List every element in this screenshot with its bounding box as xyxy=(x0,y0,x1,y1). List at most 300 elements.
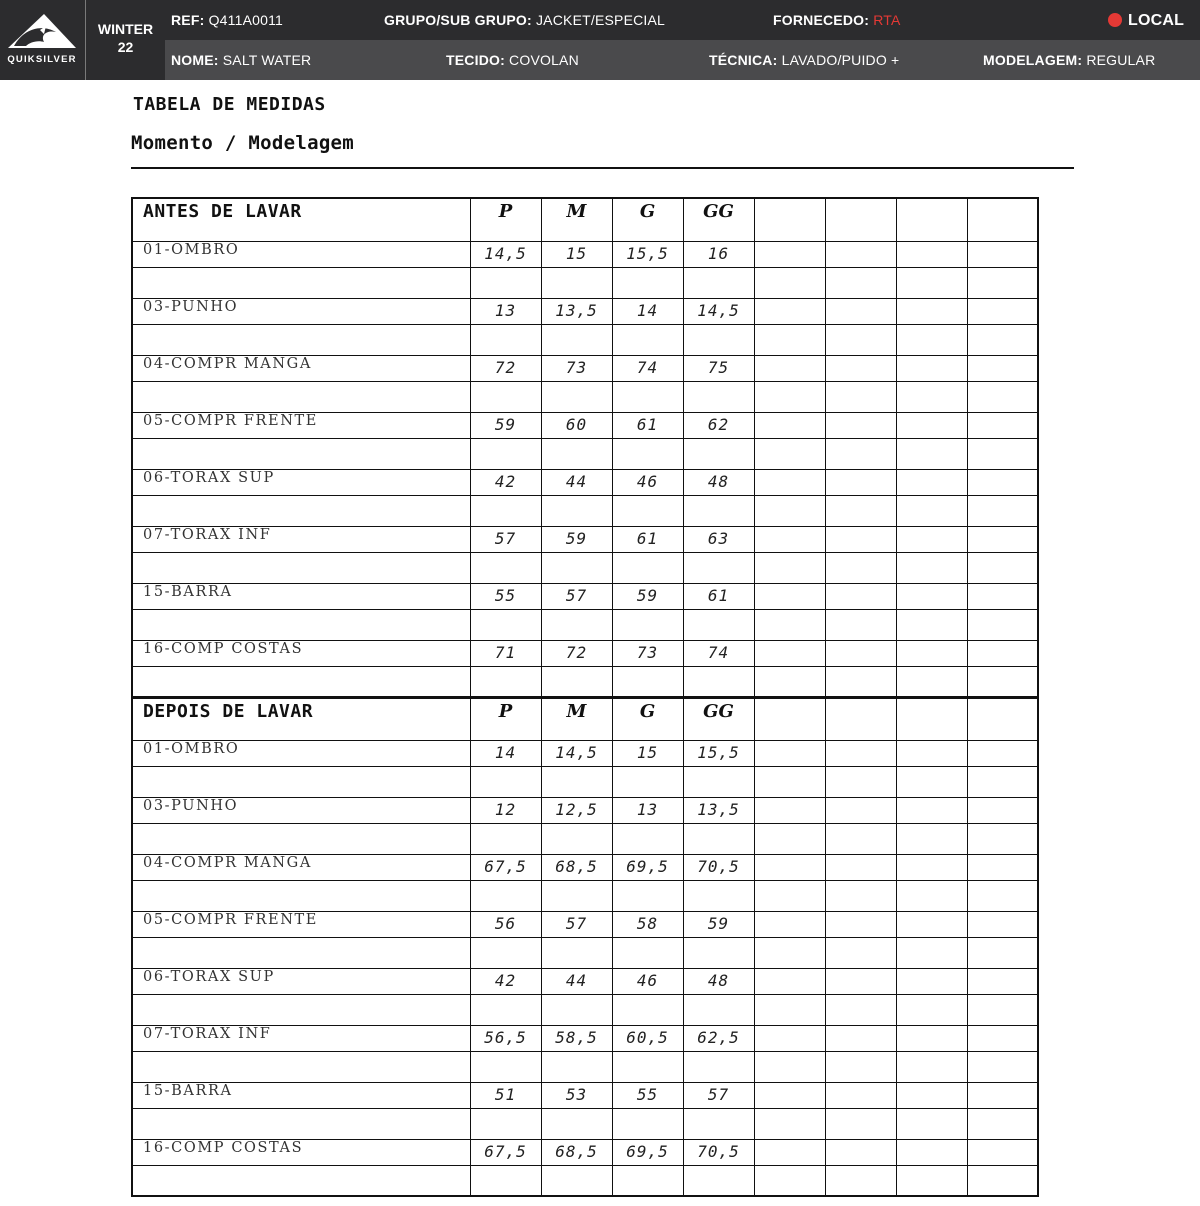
empty-cell xyxy=(967,911,1038,937)
brand-name: QUIKSILVER xyxy=(7,54,77,65)
modelagem-value: REGULAR xyxy=(1086,52,1156,68)
blank-row xyxy=(132,666,1038,697)
empty-cell xyxy=(612,552,683,583)
empty-cell xyxy=(896,1165,967,1196)
empty-cell xyxy=(470,823,541,854)
blank-row xyxy=(132,1165,1038,1196)
empty-cell xyxy=(754,241,825,267)
empty-cell xyxy=(470,267,541,298)
measurement-value: 42 xyxy=(470,469,541,495)
empty-cell xyxy=(754,198,825,241)
empty-cell xyxy=(896,766,967,797)
empty-cell xyxy=(896,797,967,823)
empty-cell xyxy=(683,1165,754,1196)
size-header: M xyxy=(541,697,612,740)
empty-cell xyxy=(754,968,825,994)
empty-cell xyxy=(470,880,541,911)
empty-cell xyxy=(967,666,1038,697)
empty-cell xyxy=(896,666,967,697)
size-header: GG xyxy=(683,697,754,740)
ref-label: REF: xyxy=(171,12,205,28)
measurement-value: 61 xyxy=(683,583,754,609)
measurement-value: 13,5 xyxy=(541,298,612,324)
empty-cell xyxy=(612,609,683,640)
measurement-label: 01-OMBRO xyxy=(132,740,470,766)
empty-cell xyxy=(896,823,967,854)
measurement-value: 71 xyxy=(470,640,541,666)
empty-cell xyxy=(967,968,1038,994)
tecido-field xyxy=(446,40,579,80)
measurement-value: 55 xyxy=(612,1082,683,1108)
empty-cell xyxy=(825,640,896,666)
measurement-label: 06-TORAX SUP xyxy=(132,469,470,495)
blank-row xyxy=(132,552,1038,583)
empty-label-cell xyxy=(132,324,470,355)
empty-cell xyxy=(754,880,825,911)
measurement-value: 69,5 xyxy=(612,1139,683,1165)
empty-cell xyxy=(683,666,754,697)
empty-label-cell xyxy=(132,994,470,1025)
measurement-value: 57 xyxy=(541,911,612,937)
empty-cell xyxy=(541,324,612,355)
header-row-1 xyxy=(165,0,1200,40)
empty-cell xyxy=(541,267,612,298)
empty-cell xyxy=(896,640,967,666)
fornecedo-label: FORNECEDO: xyxy=(773,12,870,28)
empty-cell xyxy=(896,552,967,583)
empty-cell xyxy=(896,495,967,526)
measurement-value: 59 xyxy=(612,583,683,609)
measurement-value: 59 xyxy=(541,526,612,552)
empty-cell xyxy=(896,526,967,552)
empty-cell xyxy=(825,267,896,298)
empty-cell xyxy=(470,937,541,968)
measurement-table xyxy=(131,197,1037,1197)
empty-label-cell xyxy=(132,438,470,469)
blank-row xyxy=(132,324,1038,355)
empty-label-cell xyxy=(132,880,470,911)
empty-cell xyxy=(825,609,896,640)
empty-cell xyxy=(754,994,825,1025)
empty-cell xyxy=(967,469,1038,495)
blank-row xyxy=(132,823,1038,854)
measurement-value: 15 xyxy=(541,241,612,267)
empty-cell xyxy=(825,469,896,495)
empty-cell xyxy=(896,968,967,994)
quiksilver-logo-icon xyxy=(0,0,85,80)
empty-cell xyxy=(967,495,1038,526)
nome-value: SALT WATER xyxy=(222,52,312,68)
measurement-value: 42 xyxy=(470,968,541,994)
empty-cell xyxy=(825,797,896,823)
empty-cell xyxy=(825,552,896,583)
empty-cell xyxy=(754,937,825,968)
empty-cell xyxy=(754,495,825,526)
page-subtitle: Momento / Modelagem xyxy=(131,132,355,154)
measurement-value: 62 xyxy=(683,412,754,438)
blank-row xyxy=(132,766,1038,797)
empty-cell xyxy=(825,968,896,994)
empty-cell xyxy=(754,1108,825,1139)
section-header-row xyxy=(132,198,1038,241)
empty-cell xyxy=(541,495,612,526)
empty-cell xyxy=(896,1108,967,1139)
measurement-value: 56 xyxy=(470,911,541,937)
empty-cell xyxy=(683,1051,754,1082)
empty-cell xyxy=(754,1025,825,1051)
empty-cell xyxy=(541,438,612,469)
empty-cell xyxy=(683,823,754,854)
ref-value: Q411A0011 xyxy=(208,12,284,28)
measurement-value: 13 xyxy=(470,298,541,324)
tecido-value: COVOLAN xyxy=(509,52,579,68)
empty-cell xyxy=(683,267,754,298)
measurement-value: 12 xyxy=(470,797,541,823)
empty-cell xyxy=(825,766,896,797)
table-row xyxy=(132,854,1038,880)
measurement-value: 46 xyxy=(612,469,683,495)
measurement-value: 68,5 xyxy=(541,1139,612,1165)
section-header-row xyxy=(132,697,1038,740)
empty-cell xyxy=(967,766,1038,797)
empty-cell xyxy=(825,666,896,697)
measurement-value: 14,5 xyxy=(683,298,754,324)
empty-cell xyxy=(541,994,612,1025)
measurement-value: 14 xyxy=(612,298,683,324)
empty-cell xyxy=(612,1108,683,1139)
empty-cell xyxy=(967,198,1038,241)
empty-label-cell xyxy=(132,1165,470,1196)
measurement-value: 53 xyxy=(541,1082,612,1108)
empty-cell xyxy=(825,438,896,469)
measurement-value: 14,5 xyxy=(470,241,541,267)
table-row xyxy=(132,298,1038,324)
empty-cell xyxy=(967,241,1038,267)
measurement-label: 16-COMP COSTAS xyxy=(132,1139,470,1165)
empty-cell xyxy=(541,880,612,911)
empty-cell xyxy=(825,823,896,854)
empty-cell xyxy=(612,438,683,469)
empty-cell xyxy=(896,994,967,1025)
empty-cell xyxy=(825,911,896,937)
empty-cell xyxy=(754,640,825,666)
empty-cell xyxy=(825,526,896,552)
measurement-value: 69,5 xyxy=(612,854,683,880)
measurement-value: 57 xyxy=(683,1082,754,1108)
measurement-value: 58,5 xyxy=(541,1025,612,1051)
empty-label-cell xyxy=(132,495,470,526)
empty-cell xyxy=(896,697,967,740)
measurement-value: 59 xyxy=(470,412,541,438)
measurement-value: 61 xyxy=(612,526,683,552)
empty-cell xyxy=(825,1025,896,1051)
empty-cell xyxy=(541,381,612,412)
page-title: TABELA DE MEDIDAS xyxy=(133,94,326,115)
empty-cell xyxy=(967,267,1038,298)
tecnica-value: LAVADO/PUIDO + xyxy=(781,52,900,68)
empty-cell xyxy=(612,267,683,298)
empty-cell xyxy=(470,1051,541,1082)
table-row xyxy=(132,1082,1038,1108)
measurement-value: 73 xyxy=(541,355,612,381)
ref-field xyxy=(171,0,283,40)
empty-cell xyxy=(896,241,967,267)
modelagem-field xyxy=(983,40,1155,80)
empty-label-cell xyxy=(132,609,470,640)
title-divider xyxy=(131,167,1074,169)
empty-cell xyxy=(470,438,541,469)
empty-label-cell xyxy=(132,267,470,298)
empty-cell xyxy=(612,324,683,355)
empty-cell xyxy=(683,324,754,355)
empty-cell xyxy=(896,412,967,438)
measurement-value: 62,5 xyxy=(683,1025,754,1051)
size-header: P xyxy=(470,697,541,740)
measurement-value: 14,5 xyxy=(541,740,612,766)
empty-cell xyxy=(754,609,825,640)
section-title: ANTES DE LAVAR xyxy=(132,198,470,241)
table-row xyxy=(132,355,1038,381)
empty-cell xyxy=(683,1108,754,1139)
measurement-label: 05-COMPR FRENTE xyxy=(132,412,470,438)
size-header: P xyxy=(470,198,541,241)
empty-cell xyxy=(896,1082,967,1108)
measurement-label: 07-TORAX INF xyxy=(132,526,470,552)
measurement-value: 72 xyxy=(470,355,541,381)
empty-cell xyxy=(470,1165,541,1196)
empty-cell xyxy=(896,740,967,766)
measurement-value: 13 xyxy=(612,797,683,823)
blank-row xyxy=(132,1108,1038,1139)
tecnica-label: TÉCNICA: xyxy=(709,52,778,68)
measurement-value: 60,5 xyxy=(612,1025,683,1051)
empty-cell xyxy=(612,994,683,1025)
measurement-label: 05-COMPR FRENTE xyxy=(132,911,470,937)
empty-cell xyxy=(754,552,825,583)
empty-cell xyxy=(541,666,612,697)
nome-label: NOME: xyxy=(171,52,219,68)
table-row xyxy=(132,583,1038,609)
empty-cell xyxy=(541,823,612,854)
empty-cell xyxy=(967,526,1038,552)
table-row xyxy=(132,740,1038,766)
empty-cell xyxy=(896,609,967,640)
section-title: DEPOIS DE LAVAR xyxy=(132,697,470,740)
measurement-value: 13,5 xyxy=(683,797,754,823)
season-name: WINTER xyxy=(97,21,154,37)
empty-cell xyxy=(967,937,1038,968)
empty-cell xyxy=(754,583,825,609)
empty-cell xyxy=(683,381,754,412)
empty-cell xyxy=(612,823,683,854)
empty-cell xyxy=(541,937,612,968)
empty-cell xyxy=(754,381,825,412)
measurement-value: 70,5 xyxy=(683,1139,754,1165)
empty-label-cell xyxy=(132,666,470,697)
empty-cell xyxy=(896,438,967,469)
measurement-value: 16 xyxy=(683,241,754,267)
empty-cell xyxy=(967,854,1038,880)
empty-cell xyxy=(825,412,896,438)
table-row xyxy=(132,526,1038,552)
empty-cell xyxy=(825,583,896,609)
measurement-value: 67,5 xyxy=(470,1139,541,1165)
table-row xyxy=(132,412,1038,438)
empty-cell xyxy=(470,766,541,797)
empty-cell xyxy=(967,298,1038,324)
empty-cell xyxy=(612,1051,683,1082)
empty-cell xyxy=(896,324,967,355)
measurement-value: 48 xyxy=(683,968,754,994)
empty-cell xyxy=(967,823,1038,854)
grupo-label: GRUPO/SUB GRUPO: xyxy=(384,12,532,28)
nome-field xyxy=(171,40,311,80)
empty-cell xyxy=(754,854,825,880)
empty-cell xyxy=(967,355,1038,381)
blank-row xyxy=(132,438,1038,469)
empty-cell xyxy=(967,609,1038,640)
empty-cell xyxy=(754,412,825,438)
empty-cell xyxy=(612,666,683,697)
measurement-value: 63 xyxy=(683,526,754,552)
empty-cell xyxy=(896,469,967,495)
season-badge xyxy=(85,0,165,80)
empty-cell xyxy=(967,1025,1038,1051)
empty-cell xyxy=(541,1165,612,1196)
empty-label-cell xyxy=(132,1051,470,1082)
measurement-value: 55 xyxy=(470,583,541,609)
empty-cell xyxy=(967,1108,1038,1139)
empty-cell xyxy=(470,324,541,355)
measurement-label: 16-COMP COSTAS xyxy=(132,640,470,666)
empty-cell xyxy=(825,1051,896,1082)
empty-cell xyxy=(825,1082,896,1108)
empty-cell xyxy=(754,1139,825,1165)
empty-cell xyxy=(470,1108,541,1139)
empty-cell xyxy=(612,937,683,968)
blank-row xyxy=(132,937,1038,968)
empty-cell xyxy=(967,583,1038,609)
measurement-value: 44 xyxy=(541,469,612,495)
empty-cell xyxy=(967,412,1038,438)
empty-cell xyxy=(754,797,825,823)
measurement-value: 46 xyxy=(612,968,683,994)
empty-cell xyxy=(754,823,825,854)
empty-cell xyxy=(825,241,896,267)
measurement-label: 03-PUNHO xyxy=(132,298,470,324)
empty-cell xyxy=(825,495,896,526)
empty-cell xyxy=(896,267,967,298)
empty-cell xyxy=(754,438,825,469)
empty-cell xyxy=(896,381,967,412)
table-row xyxy=(132,968,1038,994)
empty-cell xyxy=(754,469,825,495)
empty-cell xyxy=(683,766,754,797)
empty-cell xyxy=(754,911,825,937)
measurement-value: 48 xyxy=(683,469,754,495)
table-row xyxy=(132,469,1038,495)
measurement-value: 15,5 xyxy=(683,740,754,766)
empty-cell xyxy=(825,324,896,355)
empty-cell xyxy=(825,1139,896,1165)
measurement-value: 58 xyxy=(612,911,683,937)
empty-cell xyxy=(967,438,1038,469)
empty-cell xyxy=(825,880,896,911)
empty-cell xyxy=(967,1082,1038,1108)
empty-cell xyxy=(825,994,896,1025)
empty-cell xyxy=(612,1165,683,1196)
empty-cell xyxy=(541,552,612,583)
empty-cell xyxy=(612,766,683,797)
measurement-value: 15,5 xyxy=(612,241,683,267)
blank-row xyxy=(132,1051,1038,1082)
empty-cell xyxy=(612,381,683,412)
table-row xyxy=(132,241,1038,267)
empty-cell xyxy=(896,198,967,241)
empty-cell xyxy=(967,797,1038,823)
measurement-label: 04-COMPR MANGA xyxy=(132,854,470,880)
table-row xyxy=(132,1025,1038,1051)
empty-cell xyxy=(825,1108,896,1139)
empty-cell xyxy=(541,1051,612,1082)
blank-row xyxy=(132,267,1038,298)
empty-cell xyxy=(612,880,683,911)
measurement-value: 14 xyxy=(470,740,541,766)
table-row xyxy=(132,640,1038,666)
empty-cell xyxy=(967,994,1038,1025)
table-row xyxy=(132,797,1038,823)
brand-logo xyxy=(0,0,85,80)
blank-row xyxy=(132,880,1038,911)
empty-cell xyxy=(470,381,541,412)
empty-cell xyxy=(470,552,541,583)
table-row xyxy=(132,1139,1038,1165)
empty-label-cell xyxy=(132,937,470,968)
empty-cell xyxy=(967,640,1038,666)
blank-row xyxy=(132,495,1038,526)
empty-cell xyxy=(541,609,612,640)
measurement-label: 15-BARRA xyxy=(132,583,470,609)
empty-cell xyxy=(825,381,896,412)
tecnica-field xyxy=(709,40,899,80)
empty-cell xyxy=(967,880,1038,911)
empty-cell xyxy=(754,324,825,355)
modelagem-label: MODELAGEM: xyxy=(983,52,1083,68)
empty-cell xyxy=(754,766,825,797)
empty-cell xyxy=(967,552,1038,583)
measurement-value: 15 xyxy=(612,740,683,766)
empty-cell xyxy=(825,355,896,381)
measurement-value: 57 xyxy=(470,526,541,552)
empty-cell xyxy=(754,526,825,552)
table-row xyxy=(132,911,1038,937)
empty-cell xyxy=(541,1108,612,1139)
empty-cell xyxy=(896,880,967,911)
empty-cell xyxy=(683,609,754,640)
tecido-label: TECIDO: xyxy=(446,52,505,68)
empty-cell xyxy=(683,994,754,1025)
empty-cell xyxy=(754,666,825,697)
empty-label-cell xyxy=(132,1108,470,1139)
empty-cell xyxy=(683,880,754,911)
empty-cell xyxy=(683,937,754,968)
empty-cell xyxy=(754,1165,825,1196)
empty-cell xyxy=(754,697,825,740)
empty-cell xyxy=(683,552,754,583)
empty-cell xyxy=(896,937,967,968)
empty-cell xyxy=(754,298,825,324)
empty-cell xyxy=(825,854,896,880)
